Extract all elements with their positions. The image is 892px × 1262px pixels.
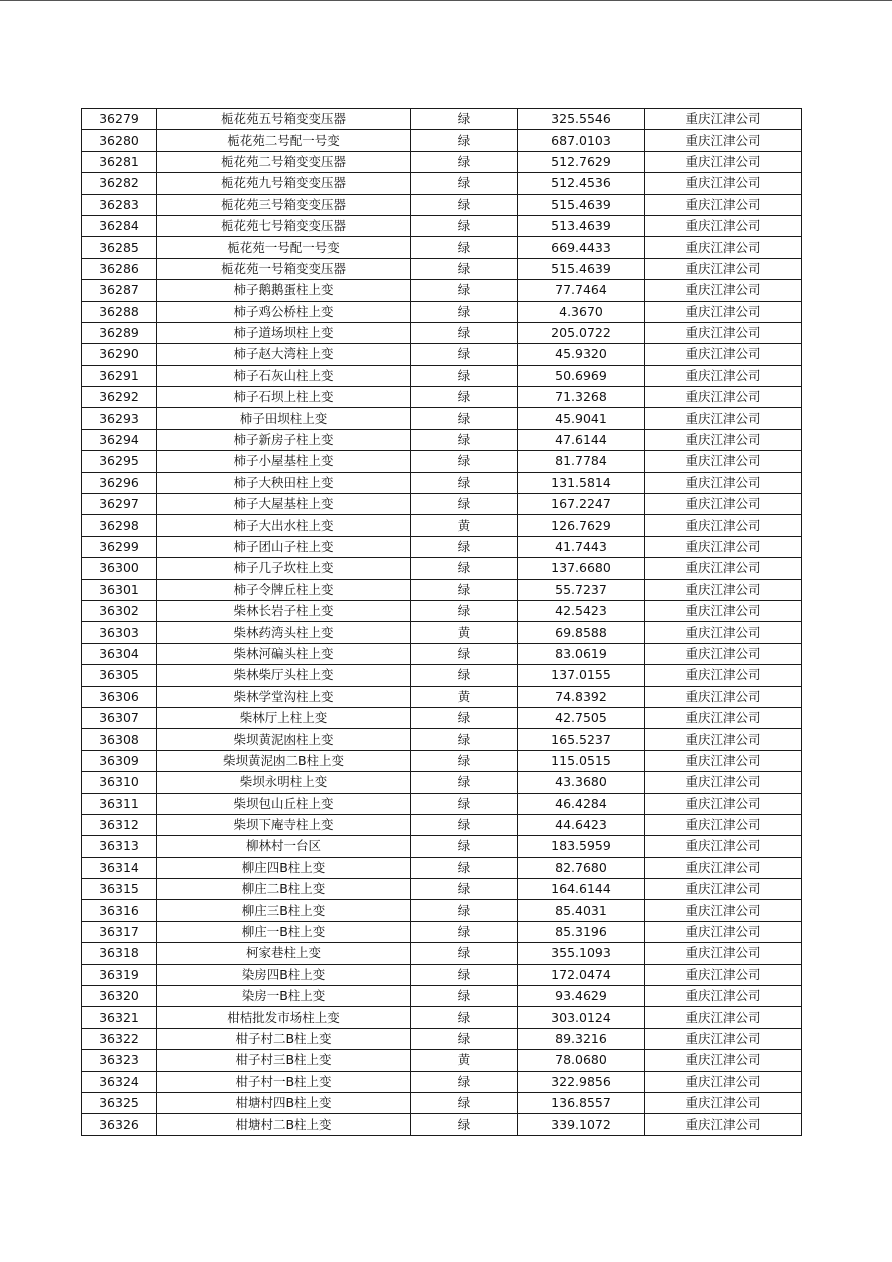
table-body <box>82 109 802 1136</box>
row-status-cell: 绿 <box>411 536 518 557</box>
row-status-cell: 黄 <box>411 1050 518 1071</box>
row-value-cell: 78.0680 <box>518 1050 645 1071</box>
row-company-cell: 重庆江津公司 <box>645 729 802 750</box>
row-value-cell: 85.4031 <box>518 900 645 921</box>
row-status-cell: 绿 <box>411 964 518 985</box>
row-id-cell: 36288 <box>82 301 157 322</box>
row-status-cell: 绿 <box>411 237 518 258</box>
row-id-cell: 36280 <box>82 130 157 151</box>
table-row <box>82 344 802 365</box>
row-status-cell: 绿 <box>411 130 518 151</box>
row-id-cell: 36325 <box>82 1092 157 1113</box>
row-id-cell: 36282 <box>82 173 157 194</box>
row-name-cell: 染房一B柱上变 <box>157 986 411 1007</box>
row-name-cell: 柿子团山子柱上变 <box>157 536 411 557</box>
row-status-cell: 绿 <box>411 1007 518 1028</box>
row-value-cell: 325.5546 <box>518 109 645 130</box>
row-status-cell: 黄 <box>411 515 518 536</box>
row-company-cell: 重庆江津公司 <box>645 921 802 942</box>
row-id-cell: 36286 <box>82 258 157 279</box>
row-company-cell: 重庆江津公司 <box>645 857 802 878</box>
row-status-cell: 黄 <box>411 622 518 643</box>
row-company-cell: 重庆江津公司 <box>645 109 802 130</box>
row-status-cell: 绿 <box>411 750 518 771</box>
row-status-cell: 绿 <box>411 280 518 301</box>
row-id-cell: 36292 <box>82 387 157 408</box>
row-status-cell: 绿 <box>411 836 518 857</box>
row-id-cell: 36313 <box>82 836 157 857</box>
row-name-cell: 柿子鸡公桥柱上变 <box>157 301 411 322</box>
table-row <box>82 772 802 793</box>
row-company-cell: 重庆江津公司 <box>645 943 802 964</box>
row-company-cell: 重庆江津公司 <box>645 387 802 408</box>
row-company-cell: 重庆江津公司 <box>645 1071 802 1092</box>
row-company-cell: 重庆江津公司 <box>645 558 802 579</box>
row-company-cell: 重庆江津公司 <box>645 814 802 835</box>
row-status-cell: 绿 <box>411 151 518 172</box>
row-status-cell: 绿 <box>411 900 518 921</box>
row-name-cell: 柴坝永明柱上变 <box>157 772 411 793</box>
row-name-cell: 柳林村一台区 <box>157 836 411 857</box>
table-row <box>82 515 802 536</box>
row-id-cell: 36315 <box>82 879 157 900</box>
row-name-cell: 栀花苑五号箱变变压器 <box>157 109 411 130</box>
row-id-cell: 36284 <box>82 215 157 236</box>
row-status-cell: 绿 <box>411 600 518 621</box>
row-name-cell: 柿子小屋基柱上变 <box>157 451 411 472</box>
row-id-cell: 36304 <box>82 643 157 664</box>
row-status-cell: 绿 <box>411 344 518 365</box>
row-status-cell: 绿 <box>411 109 518 130</box>
row-id-cell: 36289 <box>82 322 157 343</box>
row-id-cell: 36287 <box>82 280 157 301</box>
row-company-cell: 重庆江津公司 <box>645 258 802 279</box>
row-status-cell: 绿 <box>411 365 518 386</box>
table-row <box>82 451 802 472</box>
row-status-cell: 绿 <box>411 921 518 942</box>
row-status-cell: 绿 <box>411 1114 518 1135</box>
row-id-cell: 36310 <box>82 772 157 793</box>
row-status-cell: 绿 <box>411 772 518 793</box>
row-company-cell: 重庆江津公司 <box>645 900 802 921</box>
row-id-cell: 36319 <box>82 964 157 985</box>
row-status-cell: 绿 <box>411 665 518 686</box>
row-value-cell: 46.4284 <box>518 793 645 814</box>
row-status-cell: 绿 <box>411 814 518 835</box>
row-name-cell: 柿子大秧田柱上变 <box>157 472 411 493</box>
row-name-cell: 柴林药湾头柱上变 <box>157 622 411 643</box>
row-id-cell: 36324 <box>82 1071 157 1092</box>
row-company-cell: 重庆江津公司 <box>645 1092 802 1113</box>
row-name-cell: 柑子村一B柱上变 <box>157 1071 411 1092</box>
row-value-cell: 137.6680 <box>518 558 645 579</box>
row-status-cell: 绿 <box>411 857 518 878</box>
row-company-cell: 重庆江津公司 <box>645 836 802 857</box>
row-id-cell: 36290 <box>82 344 157 365</box>
row-name-cell: 柴林河碥头柱上变 <box>157 643 411 664</box>
row-value-cell: 45.9041 <box>518 408 645 429</box>
row-name-cell: 柿子赵大湾柱上变 <box>157 344 411 365</box>
row-value-cell: 355.1093 <box>518 943 645 964</box>
row-id-cell: 36298 <box>82 515 157 536</box>
row-id-cell: 36308 <box>82 729 157 750</box>
row-id-cell: 36279 <box>82 109 157 130</box>
table-row <box>82 173 802 194</box>
row-id-cell: 36303 <box>82 622 157 643</box>
row-value-cell: 513.4639 <box>518 215 645 236</box>
row-name-cell: 栀花苑二号箱变变压器 <box>157 151 411 172</box>
row-company-cell: 重庆江津公司 <box>645 707 802 728</box>
row-status-cell: 绿 <box>411 194 518 215</box>
row-id-cell: 36312 <box>82 814 157 835</box>
row-company-cell: 重庆江津公司 <box>645 772 802 793</box>
row-value-cell: 85.3196 <box>518 921 645 942</box>
row-status-cell: 绿 <box>411 494 518 515</box>
table-row <box>82 665 802 686</box>
row-value-cell: 77.7464 <box>518 280 645 301</box>
table-row <box>82 1028 802 1049</box>
row-status-cell: 绿 <box>411 943 518 964</box>
row-company-cell: 重庆江津公司 <box>645 643 802 664</box>
table-row <box>82 729 802 750</box>
row-name-cell: 染房四B柱上变 <box>157 964 411 985</box>
row-company-cell: 重庆江津公司 <box>645 237 802 258</box>
row-status-cell: 绿 <box>411 408 518 429</box>
table-row <box>82 686 802 707</box>
row-name-cell: 柴坝黄泥凼二B柱上变 <box>157 750 411 771</box>
row-status-cell: 绿 <box>411 258 518 279</box>
row-name-cell: 柴林学堂沟柱上变 <box>157 686 411 707</box>
row-id-cell: 36301 <box>82 579 157 600</box>
row-name-cell: 柴林柴厅头柱上变 <box>157 665 411 686</box>
row-name-cell: 柿子大屋基柱上变 <box>157 494 411 515</box>
row-value-cell: 183.5959 <box>518 836 645 857</box>
table-row <box>82 387 802 408</box>
row-company-cell: 重庆江津公司 <box>645 365 802 386</box>
row-status-cell: 绿 <box>411 173 518 194</box>
row-id-cell: 36283 <box>82 194 157 215</box>
row-value-cell: 512.7629 <box>518 151 645 172</box>
row-value-cell: 172.0474 <box>518 964 645 985</box>
row-id-cell: 36294 <box>82 429 157 450</box>
row-id-cell: 36302 <box>82 600 157 621</box>
row-name-cell: 柴坝下庵寺柱上变 <box>157 814 411 835</box>
row-value-cell: 74.8392 <box>518 686 645 707</box>
table-row <box>82 1071 802 1092</box>
row-id-cell: 36326 <box>82 1114 157 1135</box>
row-value-cell: 205.0722 <box>518 322 645 343</box>
row-id-cell: 36297 <box>82 494 157 515</box>
row-status-cell: 绿 <box>411 707 518 728</box>
row-id-cell: 36295 <box>82 451 157 472</box>
row-status-cell: 绿 <box>411 986 518 1007</box>
row-id-cell: 36281 <box>82 151 157 172</box>
table-row <box>82 857 802 878</box>
row-value-cell: 669.4433 <box>518 237 645 258</box>
row-company-cell: 重庆江津公司 <box>645 622 802 643</box>
row-id-cell: 36305 <box>82 665 157 686</box>
row-value-cell: 164.6144 <box>518 879 645 900</box>
row-name-cell: 柿子新房子柱上变 <box>157 429 411 450</box>
row-company-cell: 重庆江津公司 <box>645 280 802 301</box>
row-value-cell: 69.8588 <box>518 622 645 643</box>
row-value-cell: 339.1072 <box>518 1114 645 1135</box>
row-name-cell: 栀花苑七号箱变变压器 <box>157 215 411 236</box>
row-value-cell: 42.7505 <box>518 707 645 728</box>
row-value-cell: 43.3680 <box>518 772 645 793</box>
row-status-cell: 绿 <box>411 322 518 343</box>
row-status-cell: 黄 <box>411 686 518 707</box>
row-id-cell: 36316 <box>82 900 157 921</box>
row-company-cell: 重庆江津公司 <box>645 986 802 1007</box>
row-name-cell: 柿子鹅鹅蛋柱上变 <box>157 280 411 301</box>
row-company-cell: 重庆江津公司 <box>645 964 802 985</box>
row-name-cell: 柑子村三B柱上变 <box>157 1050 411 1071</box>
row-company-cell: 重庆江津公司 <box>645 1007 802 1028</box>
row-name-cell: 柿子田坝柱上变 <box>157 408 411 429</box>
table-row <box>82 900 802 921</box>
row-value-cell: 167.2247 <box>518 494 645 515</box>
row-status-cell: 绿 <box>411 1071 518 1092</box>
row-id-cell: 36314 <box>82 857 157 878</box>
row-name-cell: 柿子几子坎柱上变 <box>157 558 411 579</box>
table-row <box>82 750 802 771</box>
row-company-cell: 重庆江津公司 <box>645 451 802 472</box>
row-value-cell: 131.5814 <box>518 472 645 493</box>
table-row <box>82 1007 802 1028</box>
table-row <box>82 921 802 942</box>
data-table <box>81 108 802 1136</box>
row-name-cell: 柿子令牌丘柱上变 <box>157 579 411 600</box>
table-row <box>82 472 802 493</box>
row-name-cell: 柿子石灰山柱上变 <box>157 365 411 386</box>
row-name-cell: 栀花苑二号配一号变 <box>157 130 411 151</box>
row-name-cell: 柑塘村四B柱上变 <box>157 1092 411 1113</box>
row-value-cell: 44.6423 <box>518 814 645 835</box>
row-id-cell: 36300 <box>82 558 157 579</box>
table-row <box>82 322 802 343</box>
table-row <box>82 964 802 985</box>
row-status-cell: 绿 <box>411 387 518 408</box>
row-status-cell: 绿 <box>411 729 518 750</box>
row-id-cell: 36322 <box>82 1028 157 1049</box>
row-company-cell: 重庆江津公司 <box>645 793 802 814</box>
row-value-cell: 42.5423 <box>518 600 645 621</box>
row-company-cell: 重庆江津公司 <box>645 429 802 450</box>
table-row <box>82 237 802 258</box>
row-company-cell: 重庆江津公司 <box>645 472 802 493</box>
row-status-cell: 绿 <box>411 215 518 236</box>
row-company-cell: 重庆江津公司 <box>645 1028 802 1049</box>
table-row <box>82 429 802 450</box>
table-row <box>82 1050 802 1071</box>
table-row <box>82 836 802 857</box>
row-company-cell: 重庆江津公司 <box>645 130 802 151</box>
row-name-cell: 柳庄一B柱上变 <box>157 921 411 942</box>
row-name-cell: 柴林长岩子柱上变 <box>157 600 411 621</box>
row-value-cell: 115.0515 <box>518 750 645 771</box>
row-company-cell: 重庆江津公司 <box>645 151 802 172</box>
table-row <box>82 1114 802 1135</box>
table-row <box>82 814 802 835</box>
table-row <box>82 600 802 621</box>
row-company-cell: 重庆江津公司 <box>645 879 802 900</box>
row-name-cell: 栀花苑九号箱变变压器 <box>157 173 411 194</box>
row-name-cell: 柴林厅上柱上变 <box>157 707 411 728</box>
row-status-cell: 绿 <box>411 429 518 450</box>
table-row <box>82 194 802 215</box>
row-name-cell: 栀花苑一号配一号变 <box>157 237 411 258</box>
row-status-cell: 绿 <box>411 579 518 600</box>
row-id-cell: 36293 <box>82 408 157 429</box>
table-row <box>82 301 802 322</box>
row-name-cell: 柯家巷柱上变 <box>157 943 411 964</box>
row-value-cell: 50.6969 <box>518 365 645 386</box>
row-value-cell: 82.7680 <box>518 857 645 878</box>
table-row <box>82 879 802 900</box>
table-row <box>82 408 802 429</box>
table-row <box>82 258 802 279</box>
table-row <box>82 986 802 1007</box>
row-status-cell: 绿 <box>411 301 518 322</box>
row-status-cell: 绿 <box>411 558 518 579</box>
row-id-cell: 36307 <box>82 707 157 728</box>
page-top-border <box>0 0 892 1</box>
row-value-cell: 4.3670 <box>518 301 645 322</box>
row-id-cell: 36296 <box>82 472 157 493</box>
row-company-cell: 重庆江津公司 <box>645 579 802 600</box>
row-value-cell: 515.4639 <box>518 194 645 215</box>
row-status-cell: 绿 <box>411 643 518 664</box>
row-name-cell: 柳庄四B柱上变 <box>157 857 411 878</box>
table-row <box>82 793 802 814</box>
row-company-cell: 重庆江津公司 <box>645 408 802 429</box>
row-status-cell: 绿 <box>411 793 518 814</box>
row-name-cell: 栀花苑三号箱变变压器 <box>157 194 411 215</box>
row-company-cell: 重庆江津公司 <box>645 686 802 707</box>
row-company-cell: 重庆江津公司 <box>645 665 802 686</box>
row-value-cell: 83.0619 <box>518 643 645 664</box>
row-name-cell: 栀花苑一号箱变变压器 <box>157 258 411 279</box>
row-name-cell: 柑子村二B柱上变 <box>157 1028 411 1049</box>
table-row <box>82 130 802 151</box>
row-name-cell: 柑桔批发市场柱上变 <box>157 1007 411 1028</box>
row-id-cell: 36309 <box>82 750 157 771</box>
row-company-cell: 重庆江津公司 <box>645 215 802 236</box>
row-value-cell: 512.4536 <box>518 173 645 194</box>
row-name-cell: 柴坝包山丘柱上变 <box>157 793 411 814</box>
table-row <box>82 943 802 964</box>
row-id-cell: 36311 <box>82 793 157 814</box>
table-row <box>82 707 802 728</box>
row-value-cell: 126.7629 <box>518 515 645 536</box>
row-status-cell: 绿 <box>411 1092 518 1113</box>
row-status-cell: 绿 <box>411 472 518 493</box>
row-id-cell: 36323 <box>82 1050 157 1071</box>
table-row <box>82 622 802 643</box>
row-id-cell: 36291 <box>82 365 157 386</box>
row-company-cell: 重庆江津公司 <box>645 494 802 515</box>
row-value-cell: 41.7443 <box>518 536 645 557</box>
row-id-cell: 36299 <box>82 536 157 557</box>
table-row <box>82 536 802 557</box>
table-row <box>82 494 802 515</box>
table-row <box>82 1092 802 1113</box>
row-value-cell: 303.0124 <box>518 1007 645 1028</box>
row-company-cell: 重庆江津公司 <box>645 173 802 194</box>
row-status-cell: 绿 <box>411 1028 518 1049</box>
table-row <box>82 109 802 130</box>
row-value-cell: 322.9856 <box>518 1071 645 1092</box>
row-company-cell: 重庆江津公司 <box>645 536 802 557</box>
row-company-cell: 重庆江津公司 <box>645 515 802 536</box>
row-id-cell: 36317 <box>82 921 157 942</box>
row-company-cell: 重庆江津公司 <box>645 1050 802 1071</box>
row-company-cell: 重庆江津公司 <box>645 750 802 771</box>
row-company-cell: 重庆江津公司 <box>645 322 802 343</box>
row-name-cell: 柑塘村二B柱上变 <box>157 1114 411 1135</box>
table-row <box>82 365 802 386</box>
row-id-cell: 36320 <box>82 986 157 1007</box>
row-company-cell: 重庆江津公司 <box>645 600 802 621</box>
row-name-cell: 柳庄三B柱上变 <box>157 900 411 921</box>
row-value-cell: 687.0103 <box>518 130 645 151</box>
row-id-cell: 36318 <box>82 943 157 964</box>
row-name-cell: 柿子大出水柱上变 <box>157 515 411 536</box>
row-company-cell: 重庆江津公司 <box>645 1114 802 1135</box>
row-value-cell: 93.4629 <box>518 986 645 1007</box>
row-name-cell: 柳庄二B柱上变 <box>157 879 411 900</box>
row-value-cell: 81.7784 <box>518 451 645 472</box>
row-value-cell: 45.9320 <box>518 344 645 365</box>
table-row <box>82 151 802 172</box>
row-company-cell: 重庆江津公司 <box>645 194 802 215</box>
table-row <box>82 280 802 301</box>
row-id-cell: 36306 <box>82 686 157 707</box>
row-id-cell: 36321 <box>82 1007 157 1028</box>
row-name-cell: 柴坝黄泥凼柱上变 <box>157 729 411 750</box>
row-value-cell: 137.0155 <box>518 665 645 686</box>
row-value-cell: 165.5237 <box>518 729 645 750</box>
row-value-cell: 136.8557 <box>518 1092 645 1113</box>
table-row <box>82 579 802 600</box>
row-company-cell: 重庆江津公司 <box>645 344 802 365</box>
row-status-cell: 绿 <box>411 451 518 472</box>
row-value-cell: 515.4639 <box>518 258 645 279</box>
table-row <box>82 215 802 236</box>
table-row <box>82 558 802 579</box>
table-row <box>82 643 802 664</box>
row-name-cell: 柿子道场坝柱上变 <box>157 322 411 343</box>
row-name-cell: 柿子石坝上柱上变 <box>157 387 411 408</box>
row-value-cell: 55.7237 <box>518 579 645 600</box>
row-id-cell: 36285 <box>82 237 157 258</box>
row-company-cell: 重庆江津公司 <box>645 301 802 322</box>
row-value-cell: 89.3216 <box>518 1028 645 1049</box>
row-value-cell: 71.3268 <box>518 387 645 408</box>
row-value-cell: 47.6144 <box>518 429 645 450</box>
row-status-cell: 绿 <box>411 879 518 900</box>
